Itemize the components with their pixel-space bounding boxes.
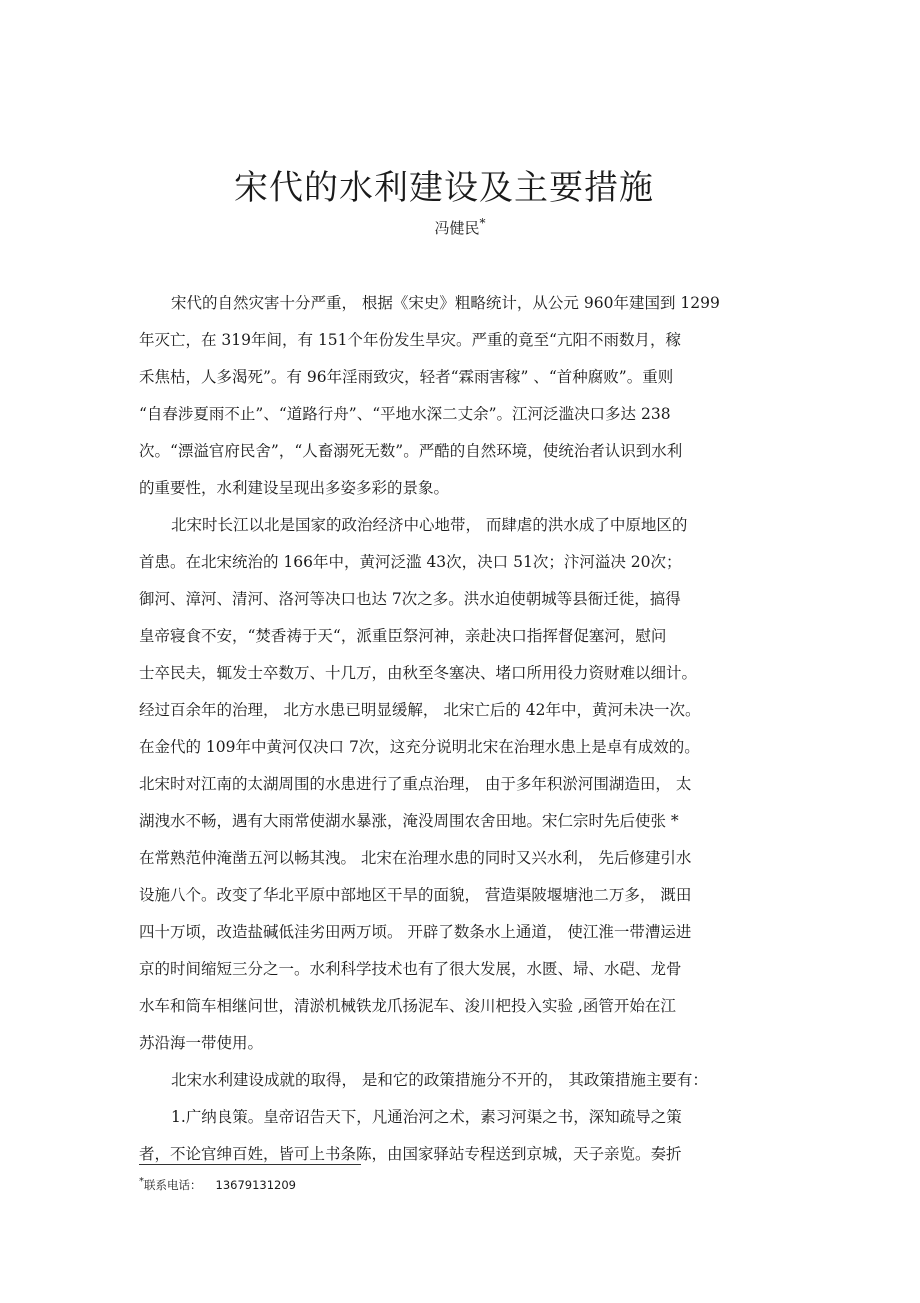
footnote-divider	[139, 1164, 361, 1165]
footnote-mark: *	[139, 1176, 144, 1188]
text-line: 士卒民夫，辄发士卒数万、十几万，由秋至冬塞决、堵口所用役力资财难以细计。	[139, 664, 698, 682]
document-title: 宋代的水利建设及主要措施	[234, 168, 654, 208]
author-footnote-mark: *	[479, 216, 486, 230]
footnote-label: 联系电话：	[144, 1178, 202, 1192]
text-line: 1.广纳良策。皇帝诏告天下，凡通治河之术，素习河渠之书，深知疏导之策	[171, 1108, 682, 1126]
text-line: 苏沿海一带使用。	[139, 1034, 264, 1052]
text-line: 皇帝寝食不安，“焚香祷于天“，派重臣祭河神，亲赴决口指挥督促塞河，慰问	[139, 627, 667, 645]
text-line: 湖洩水不畅，遇有大雨常使湖水暴涨，淹没周围农舍田地。宋仁宗时先后使张 *	[139, 812, 679, 830]
text-line: 禾焦枯，人多渴死”。有 96年淫雨致灾，轻者“霖雨害稼” 、“首种腐败”。重则	[139, 368, 674, 386]
author-name: 冯健民	[434, 219, 480, 237]
text-line: 北宋时长江以北是国家的政治经济中心地带， 而肆虐的洪水成了中原地区的	[171, 516, 688, 534]
text-line: 御河、漳河、清河、洛河等决口也达 7次之多。洪水迫使朝城等县衙迁徙，搞得	[139, 590, 681, 608]
text-line: 首患。在北宋统治的 166年中，黄河泛滥 43次，决口 51次；汴河溢决 20次；	[139, 553, 682, 571]
text-line: 年灭亡，在 319年间，有 151个年份发生旱灾。严重的竟至“亢阳不雨数月，稼	[139, 331, 681, 349]
text-line: “自春涉夏雨不止”、“道路行舟”、“平地水深二丈余”。江河泛滥决口多达 238	[139, 405, 671, 423]
text-line: 设施八个。改变了华北平原中部地区干旱的面貌， 营造渠陂堰塘池二万多， 溉田	[139, 886, 692, 904]
text-line: 次。“漂溢官府民舍”，“人畜溺死无数”。严酷的自然环境，使统治者认识到水利	[139, 442, 683, 460]
text-line: 京的时间缩短三分之一。水利科学技术也有了很大发展，水匮、埽、水硙、龙骨	[139, 960, 682, 978]
text-line: 的重要性，水利建设呈现出多姿多彩的景象。	[139, 479, 450, 497]
text-line: 四十万顷，改造盐碱低洼劣田两万顷。 开辟了数条水上通道， 使江淮一带漕运进	[139, 923, 692, 941]
text-line: 在金代的 109年中黄河仅决口 7次，这充分说明北宋在治理水患上是卓有成效的。	[139, 738, 700, 756]
footnote-phone: 13679131209	[215, 1178, 296, 1192]
text-line: 北宋水利建设成就的取得， 是和它的政策措施分不开的， 其政策措施主要有：	[171, 1071, 708, 1089]
text-line: 水车和筒车相继问世，清淤机械铁龙爪扬泥车、浚川杷投入实验 ,函管开始在江	[139, 997, 676, 1015]
text-line: 在常熟范仲淹凿五河以畅其洩。 北宋在治理水患的同时又兴水利， 先后修建引水	[139, 849, 692, 867]
text-line: 者，不论官绅百姓，皆可上书条陈，由国家驿站专程送到京城，天子亲览。奏折	[139, 1145, 682, 1163]
author-line	[0, 216, 920, 240]
text-line: 经过百余年的治理， 北方水患已明显缓解， 北宋亡后的 42年中，黄河未决一次。	[139, 701, 701, 719]
text-line: 宋代的自然灾害十分严重， 根据《宋史》粗略统计，从公元 960年建国到 1299	[171, 294, 720, 312]
text-line: 北宋时对江南的太湖周围的水患进行了重点治理， 由于多年积淤河围湖造田， 太	[139, 775, 692, 793]
footnote	[139, 1176, 296, 1194]
